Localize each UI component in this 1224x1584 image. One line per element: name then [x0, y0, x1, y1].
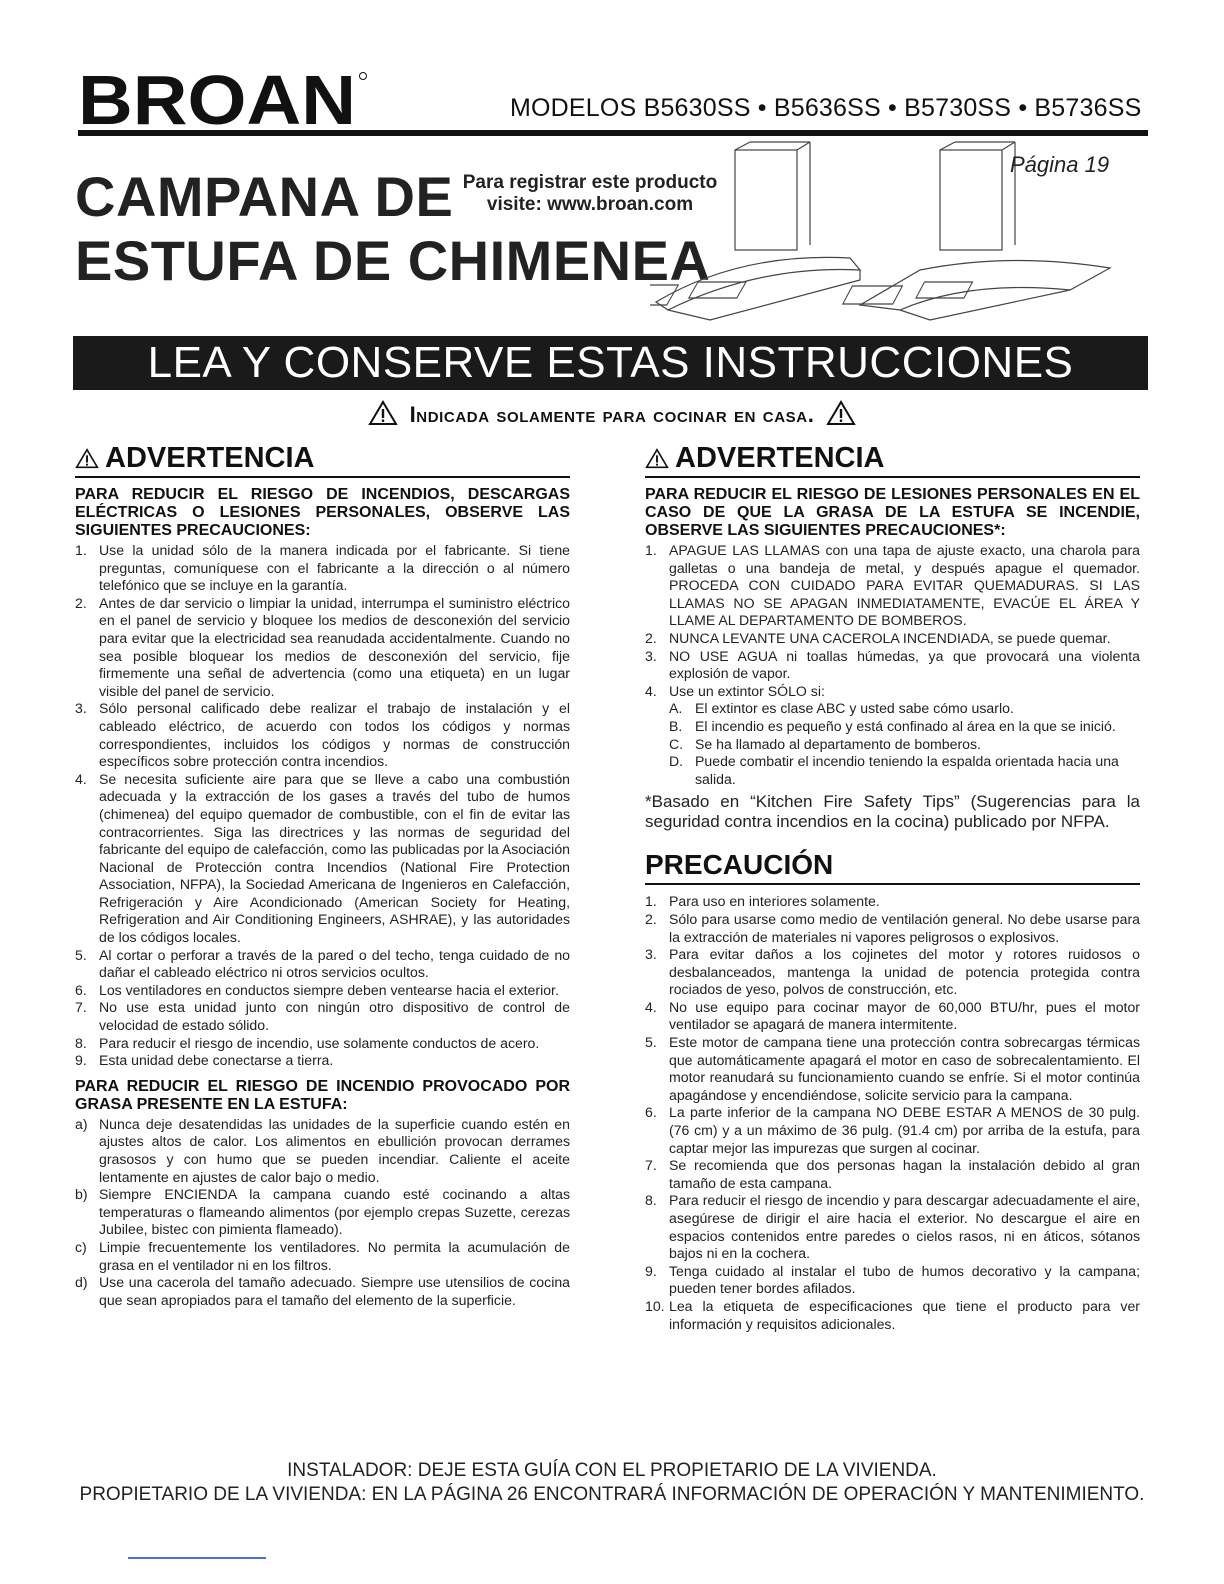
list-item: 10. Lea la etiqueta de especificaciones que tiene el producto para ver información y requisitos adicionales. — [645, 1297, 1140, 1332]
list-item: 4. No use equipo para cocinar mayor de 60,000 BTU/hr, pues el motor ventilador se apagará de manera intermitente. — [645, 998, 1140, 1033]
header-rule — [78, 130, 1148, 136]
list-item: 5. Este motor de campana tiene una protección contra sobrecargas térmicas que automáticamente apagará el motor en caso de sobrecalentamiento. El motor reanudará su funcionamiento cuando se enfríe. Si el motor continúa apagándose y encendiéndose, solicite servicio para la campana. — [645, 1034, 1140, 1103]
list-item: 3. Para evitar daños a los cojinetes del motor y rotores ruidosos o desbalanceados, mantenga la unidad de potencia protegida contra rociados de yeso, polvos de construcción, etc. — [645, 946, 1140, 998]
list-item: 2. NUNCA LEVANTE UNA CACEROLA INCENDIADA, se puede quemar. — [645, 629, 1111, 646]
title-line-1: CAMPANA DE — [75, 165, 454, 228]
caution-list — [645, 893, 1140, 1333]
footnote-rule — [128, 1557, 266, 1559]
left-column — [75, 442, 570, 1309]
list-item: 8. Para reducir el riesgo de incendio y para descargar adecuadamente el aire, asegúrese de dirigir el aire hacia el exterior. No descargue el aire en espacios contenidos entre paredes o cielos rasos, ni en áticos, sótanos bajos ni en la cochera. — [645, 1192, 1140, 1262]
list-item: a) Nunca deje desatendidas las unidades de la superficie cuando estén en ajustes altos de calor. Los alimentos en ebullición provocan derrames grasosos y con humo que se pueden incendiar. Caliente el aceite lentamente en ajustes de calor bajo o medio. — [75, 1115, 570, 1185]
list-item: 1. Para uso en interiores solamente. — [645, 893, 880, 910]
extinguisher-conditions-list — [645, 700, 1140, 788]
registration-url: visite: www.broan.com — [486, 194, 694, 215]
list-item: 2. Sólo para usarse como medio de ventilación general. No debe usarse para la extracción de materiales ni vapores peligrosos o explosivos. — [645, 910, 1140, 945]
list-item: 4. Use un extintor SÓLO si: — [645, 682, 825, 699]
banner-text: LEA Y CONSERVE ESTAS INSTRUCCIONES — [147, 338, 1074, 387]
model-numbers: MODELOS B5630SS • B5636SS • B5730SS • B5736SS — [510, 94, 1142, 122]
broan-logo — [78, 68, 368, 128]
grease-warning-subhead: PARA REDUCIR EL RIESGO DE LESIONES PERSONALES EN EL CASO DE QUE LA GRASA DE LA ESTUFA SE INCENDIE, OBSERVE LAS SIGUIENTES PRECAUCIONES*: — [645, 486, 1140, 539]
warning-triangle-icon — [368, 400, 398, 426]
hood-illustration-left — [650, 142, 860, 320]
list-item: 1. Use la unidad sólo de la manera indicada por el fabricante. Si tiene preguntas, comuníquese con el fabricante a la dirección o al número telefónico que se incluye en la garantía. — [75, 542, 570, 594]
list-item: 9. Tenga cuidado al instalar el tubo de humos decorativo y la campana; pueden tener bordes afilados. — [645, 1262, 1140, 1297]
list-item: 1. APAGUE LAS LLAMAS con una tapa de ajuste exacto, una charola para galletas o una bandeja de metal, y después apague el quemador. PROCEDA CON CUIDADO PARA EVITAR QUEMADURAS. SI LAS LLAMAS NO SE APAGAN INMEDIATAMENTE, EVACÚE EL ÁREA Y LLAME AL DEPARTAMENTO DE BOMBEROS. — [645, 542, 1140, 629]
list-item: 2. Antes de dar servicio o limpiar la unidad, interrumpa el suministro eléctrico en el panel de servicio y bloquee los medios de desconexión del servicio para evitar que la electricidad sea reanudada accidentalmente. Cuando no sea posible bloquear los medios de desconexión del servicio, fije firmemente una señal de advertencia (como una etiqueta) en un lugar visible del panel de servicio. — [75, 594, 570, 699]
title-line-2: ESTUFA DE CHIMENEA — [75, 229, 711, 292]
caution-heading: PRECAUCIÓN — [645, 849, 1140, 885]
warning-heading-left — [75, 442, 570, 478]
list-item: 7. Se recomienda que dos personas hagan la instalación debido al gran tamaño de esta campana. — [645, 1157, 1140, 1191]
list-item: b) Siempre ENCIENDA la campana cuando esté cocinando a altas temperaturas o flameando alimentos (por ejemplo crepas Suzette, cerezas Jubilee, bistec con pimienta flameado). — [75, 1186, 570, 1238]
installer-notice: INSTALADOR: DEJE ESTA GUÍA CON EL PROPIETARIO DE LA VIVIENDA. — [287, 1460, 937, 1481]
warning-heading-text: ADVERTENCIA — [105, 442, 315, 474]
list-item: d) Use una cacerola del tamaño adecuado. Siempre use utensilios de cocina que sean apropiados para el tamaño del elemento de la superficie. — [75, 1274, 570, 1308]
warning-triangle-icon — [645, 448, 669, 469]
owner-notice: PROPIETARIO DE LA VIVIENDA: EN LA PÁGINA 26 ENCONTRARÁ INFORMACIÓN DE OPERACIÓN Y MANTENIMIENTO. — [79, 1484, 1145, 1505]
warning-subhead: PARA REDUCIR EL RIESGO DE INCENDIOS, DESCARGAS ELÉCTRICAS O LESIONES PERSONALES, OBSERVE LAS SIGUIENTES PRECAUCIONES: — [75, 486, 570, 539]
list-item: 6. La parte inferior de la campana NO DEBE ESTAR A MENOS de 30 pulg. (76 cm) y a un máximo de 36 pulg. (91.4 cm) por arriba de la estufa, para captar mejor las impurezas que surgen al cocinar. — [645, 1104, 1140, 1156]
household-use-notice — [0, 400, 1224, 428]
warning-list — [75, 542, 570, 1070]
instructions-banner — [73, 336, 1148, 390]
list-item: 7. No use esta unidad junto con ningún otro dispositivo de control de velocidad de estado sólido. — [75, 999, 570, 1034]
list-item: 4. Se necesita suficiente aire para que se lleve a cabo una combustión adecuada y la extracción de los gases a través del tubo de humos (chimenea) del equipo quemador de combustible, con el fin de evitar las contracorrientes. Siga las directrices y las normas de seguridad del fabricante del equipo de calefacción, como las publicadas por la Asociación Nacional de Protección contra Incendios (National Fire Protection Association, NFPA), la Sociedad Americana de Ingenieros en Calefacción, Refrigeración y Aire Acondicionado (American Society for Heating, Refrigeration and Air Conditioning Engineers, ASHRAE), y las autoridades de los códigos locales. — [75, 770, 570, 946]
list-item: 6. Los ventiladores en conductos siempre deben ventearse hacia el exterior. — [75, 981, 559, 998]
household-text: Indicada solamente para cocinar en casa. — [409, 402, 815, 427]
list-item: 3. Sólo personal calificado debe realizar el trabajo de instalación y el cableado eléctrico, de acuerdo con todos los códigos y normas correspondientes, incluidos los códigos y normas de construcción específicos sobre protección contra incendios. — [75, 700, 570, 770]
list-item: 9. Esta unidad debe conectarse a tierra. — [75, 1052, 334, 1069]
warning-heading-text: ADVERTENCIA — [675, 442, 885, 474]
grease-warning-list — [645, 542, 1140, 700]
list-item: A. El extintor es clase ABC y usted sabe cómo usarlo. — [669, 700, 1014, 717]
list-item: 3. NO USE AGUA ni toallas húmedas, ya que provocará una violenta explosión de vapor. — [645, 647, 1140, 682]
list-item: B. El incendio es pequeño y está confinado al área en la que se inició. — [669, 717, 1116, 734]
warning-heading-right — [645, 442, 1140, 478]
list-item: C. Se ha llamado al departamento de bomberos. — [669, 735, 981, 752]
nfpa-footnote: *Basado en “Kitchen Fire Safety Tips” (Sugerencias para la seguridad contra incendios en la cocina) publicado por NFPA. — [645, 792, 1140, 832]
page-number: Página 19 — [1010, 152, 1110, 177]
warning-triangle-icon — [75, 448, 99, 469]
logo-text: BROAN — [78, 68, 356, 128]
list-item: 5. Al cortar o perforar a través de la pared o del techo, tenga cuidado de no dañar el cableado eléctrico ni otros servicios ocultos. — [75, 946, 570, 981]
registration-line-1: Para registrar este producto — [462, 172, 718, 193]
list-item: 8. Para reducir el riesgo de incendio, use solamente conductos de acero. — [75, 1034, 540, 1051]
list-item: c) Limpie frecuentemente los ventiladores. No permita la acumulación de grasa en el ventilador ni en los filtros. — [75, 1238, 570, 1273]
list-item: D. Puede combatir el incendio teniendo la espalda orientada hacia una salida. — [669, 753, 1119, 787]
right-column — [645, 442, 1140, 1333]
grease-fire-subhead: PARA REDUCIR EL RIESGO DE INCENDIO PROVOCADO POR GRASA PRESENTE EN LA ESTUFA: — [75, 1077, 570, 1113]
warning-triangle-icon — [826, 400, 856, 426]
grease-fire-list — [75, 1116, 570, 1310]
